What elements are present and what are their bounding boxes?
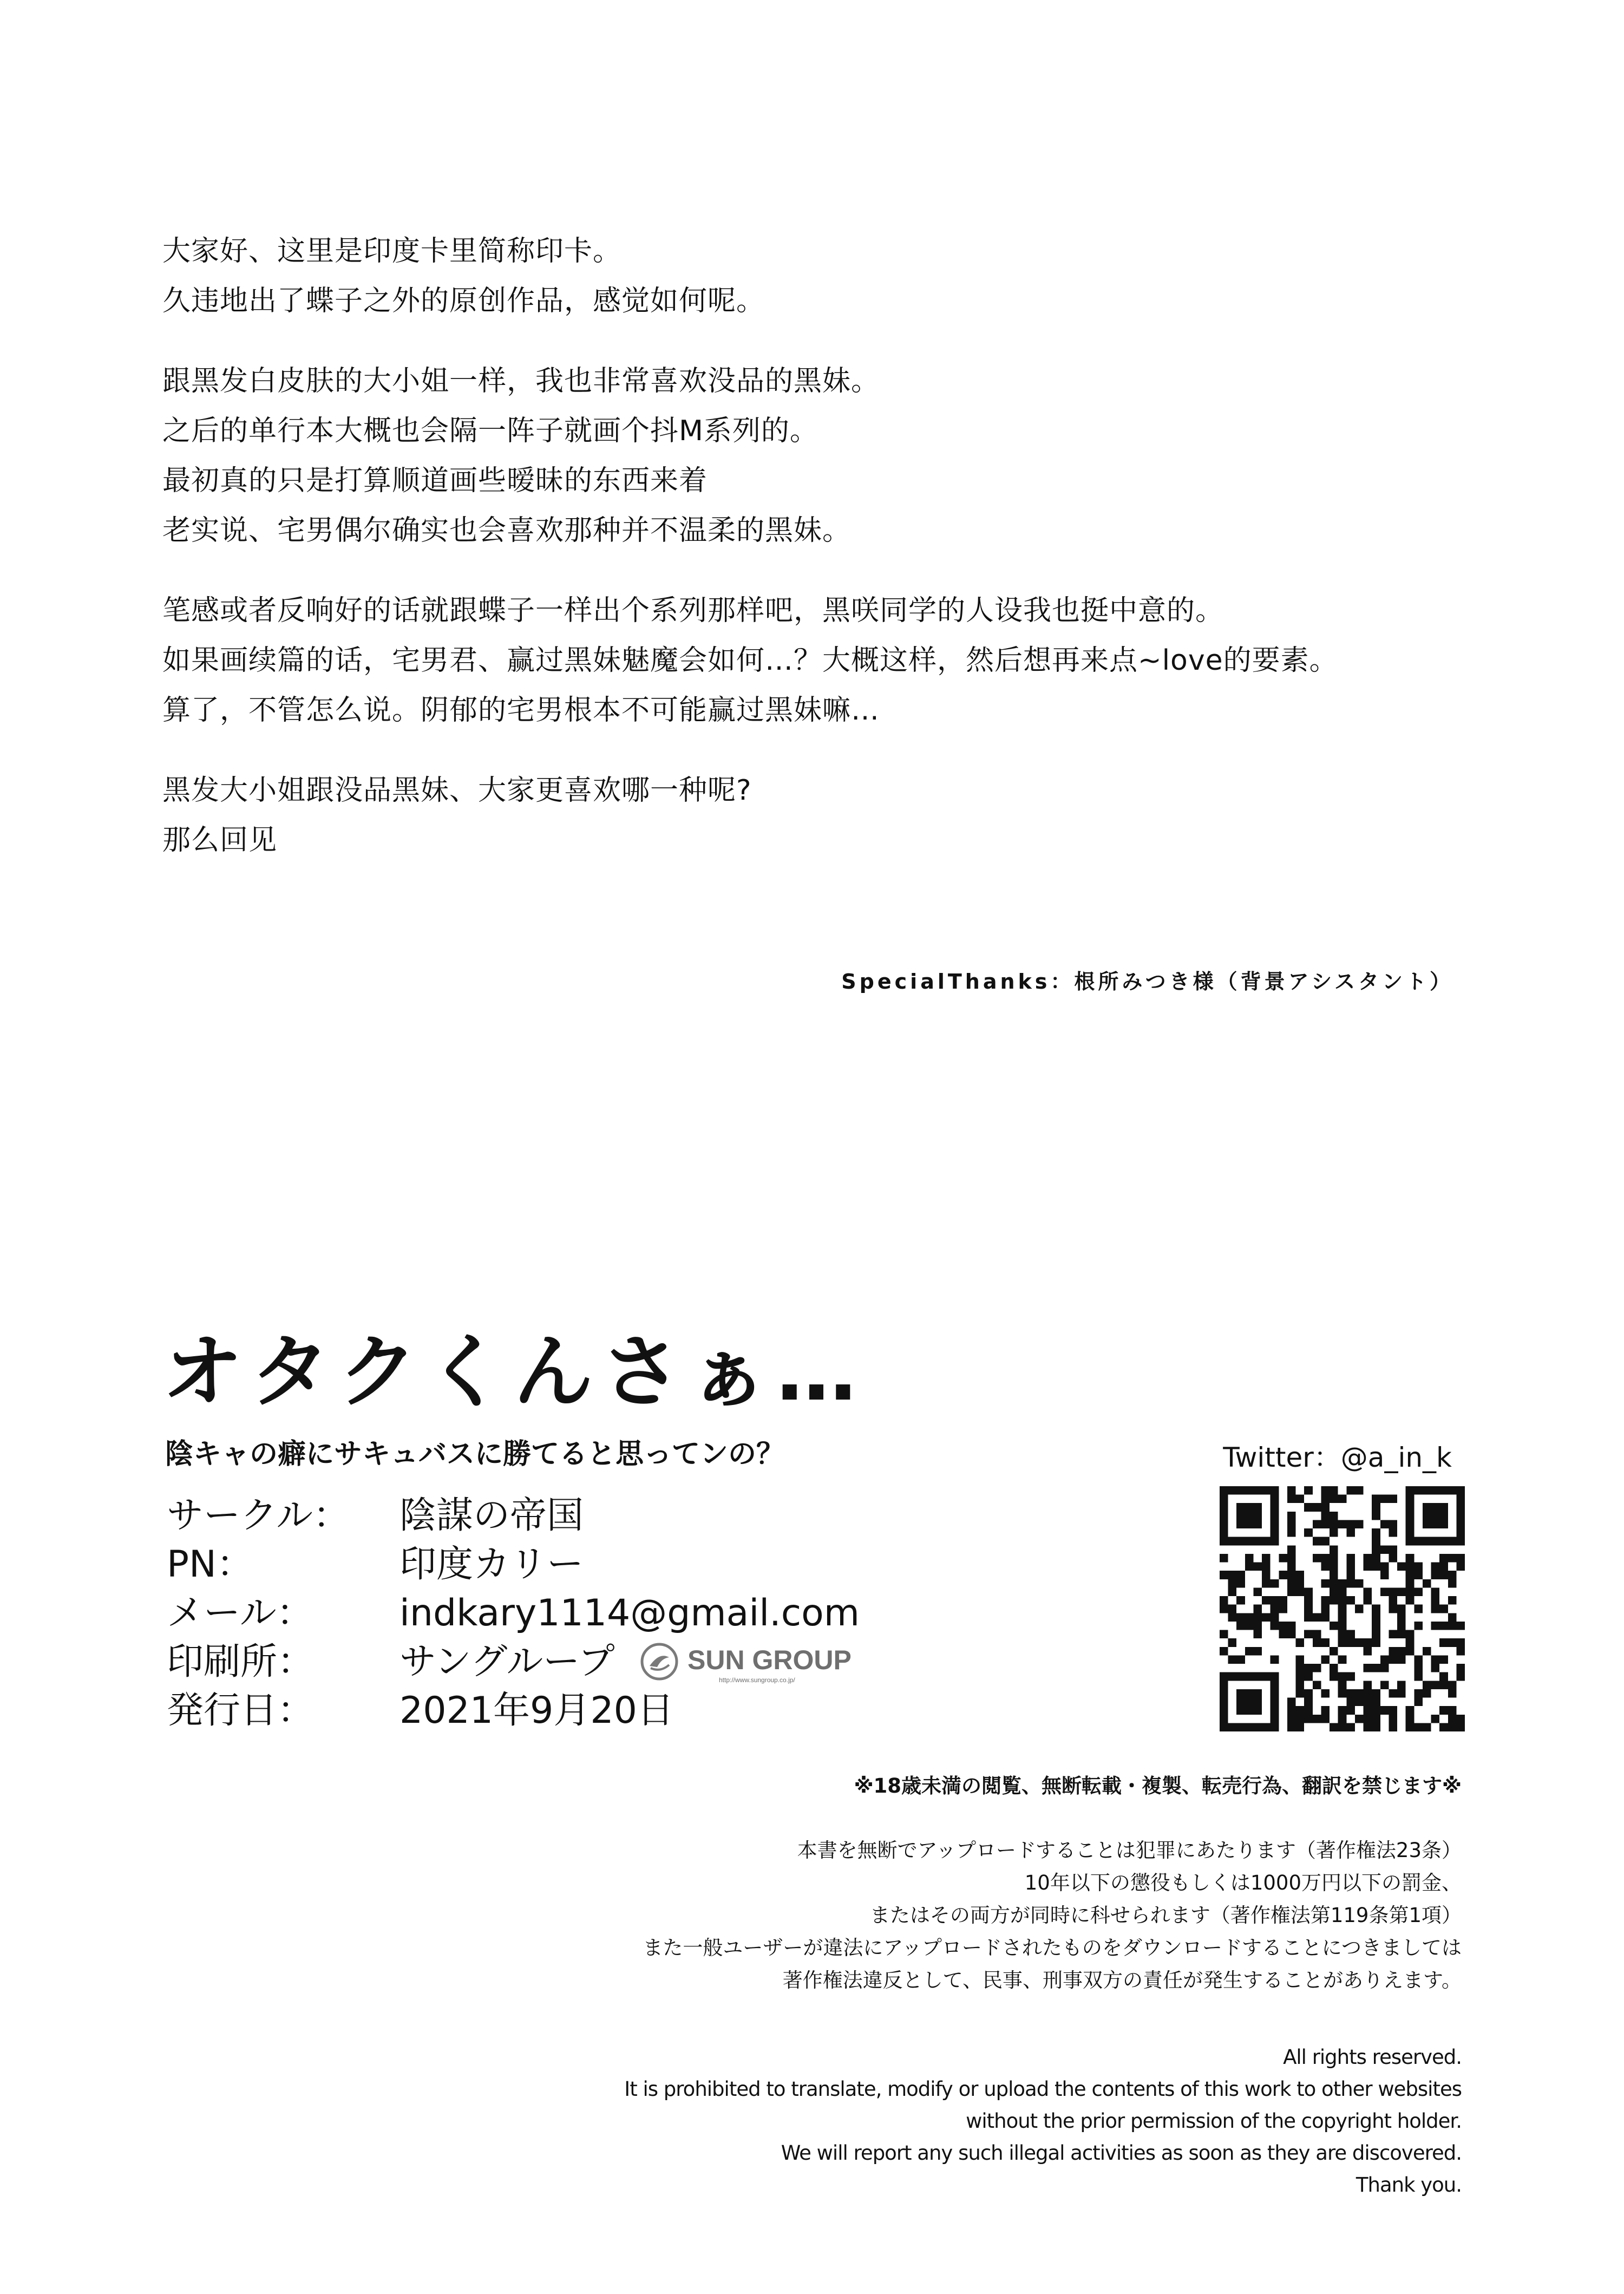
qr-code-icon — [1220, 1486, 1465, 1731]
legal-en-line: without the prior permission of the copyright holder. — [966, 2109, 1462, 2133]
afterword-paragraph — [162, 586, 1516, 735]
book-subtitle: 陰キャの癖にサキュバスに勝てると思ってンの？ — [165, 1438, 785, 1470]
legal-en-line: It is prohibited to translate, modify or upload the contents of this work to other websites — [624, 2077, 1462, 2101]
afterword-line: 大家好、这里是印度卡里简称印卡。 — [162, 235, 622, 267]
legal-jp-line: またはその両方が同時に科せられます（著作権法第119条第1項） — [869, 1904, 1462, 1927]
afterword-paragraph — [162, 356, 1516, 555]
circle-name: 陰謀の帝国 — [400, 1494, 584, 1537]
afterword-line: 算了，不管怎么说。阴郁的宅男根本不可能赢过黑妹嘛… — [162, 694, 880, 727]
special-thanks: SpecialThanks：根所みつき様（背景アシスタント） — [841, 970, 1453, 994]
afterword-line: 那么回见 — [162, 824, 278, 857]
afterword-line: 之后的单行本大概也会隔一阵子就画个抖M系列的。 — [162, 415, 818, 447]
legal-en-line: Thank you. — [1355, 2173, 1462, 2197]
twitter-handle: Twitter：@a_in_k — [1223, 1442, 1452, 1473]
book-title: オタクくんさぁ… — [162, 1325, 864, 1419]
legal-jp-line: また一般ユーザーが違法にアップロードされたものをダウンロードすることにつきましては — [643, 1936, 1462, 1959]
legal-jp-line: 10年以下の懲役もしくは1000万円以下の罰金、 — [1024, 1871, 1462, 1894]
legal-notice-japanese — [643, 1834, 1462, 1997]
circle-label: サークル： — [167, 1494, 350, 1537]
afterword-line: 跟黑发白皮肤的大小姐一样，我也非常喜欢没品的黑妹。 — [162, 365, 880, 397]
legal-notice-english — [624, 2041, 1462, 2201]
printer-name: サングループ — [400, 1641, 615, 1683]
legal-jp-line: 著作権法違反として、民事、刑事双方の責任が発生することがありえます。 — [782, 1969, 1462, 1992]
email-address: indkary1114@gmail.com — [400, 1592, 860, 1635]
legal-en-line: All rights reserved. — [1283, 2045, 1462, 2069]
logo-name: SUN GROUP — [687, 1645, 852, 1675]
publish-date: 2021年9月20日 — [400, 1689, 674, 1732]
prohibition-notice: ※18歳未満の閲覧、無断転載・複製、転売行為、翻訳を禁じます※ — [854, 1774, 1462, 1798]
afterword-line: 老实说、宅男偶尔确实也会喜欢那种并不温柔的黑妹。 — [162, 514, 852, 547]
afterword-paragraph — [162, 766, 1516, 865]
afterword-line: 最初真的只是打算顺道画些暧昧的东西来着 — [162, 465, 708, 497]
email-label: メール： — [167, 1592, 313, 1635]
pen-name-label: PN： — [167, 1543, 253, 1586]
afterword — [162, 226, 1516, 896]
afterword-line: 笔感或者反响好的话就跟蝶子一样出个系列那样吧，黑咲同学的人设我也挺中意的。 — [162, 594, 1224, 627]
logo-url: http://www.sungroup.co.jp/ — [719, 1676, 795, 1684]
afterword-line: 黑发大小姐跟没品黑妹、大家更喜欢哪一种呢? — [162, 774, 752, 807]
legal-en-line: We will report any such illegal activities as soon as they are discovered. — [781, 2141, 1462, 2165]
legal-jp-line: 本書を無断でアップロードすることは犯罪にあたります（著作権法23条） — [797, 1839, 1462, 1862]
sun-group-logo — [638, 1641, 941, 1684]
publish-date-label: 発行日： — [167, 1689, 315, 1732]
afterword-line: 如果画续篇的话，宅男君、赢过黑妹魅魔会如何…？大概这样，然后想再来点~love的要素。 — [162, 644, 1338, 677]
afterword-line: 久违地出了蝶子之外的原创作品，感觉如何呢。 — [162, 285, 765, 317]
printer-label: 印刷所： — [167, 1641, 315, 1683]
afterword-paragraph — [162, 226, 1516, 326]
pen-name: 印度カリー — [400, 1543, 584, 1586]
